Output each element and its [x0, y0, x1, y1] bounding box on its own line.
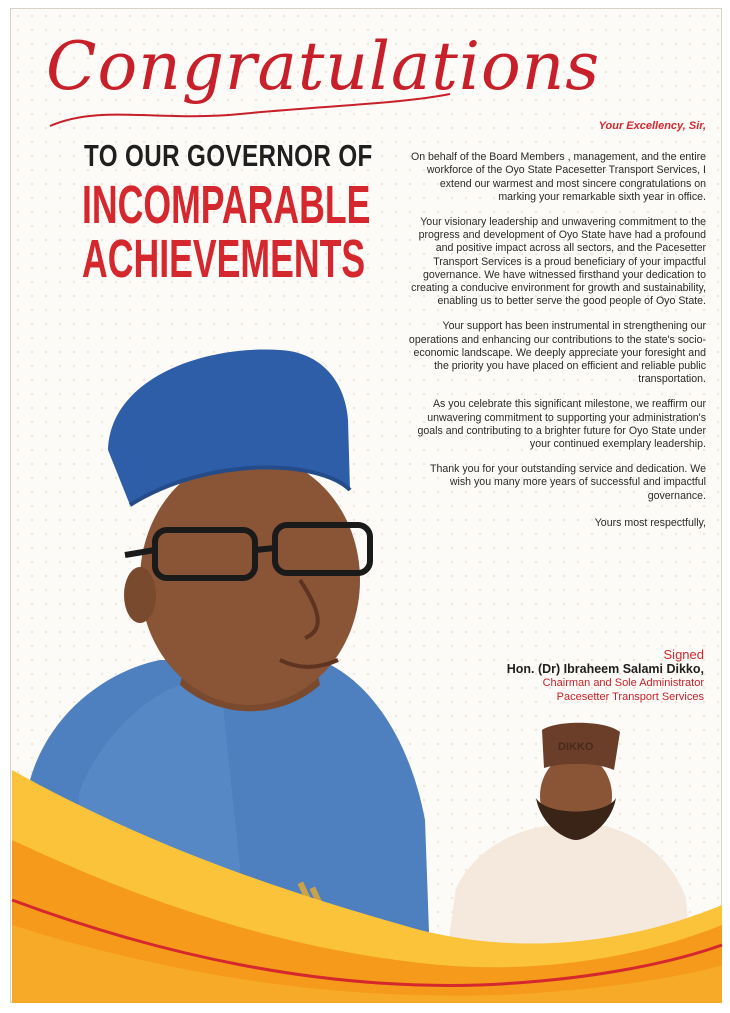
chairman-cap-text: DIKKO — [558, 741, 594, 753]
letter-paragraph: Your visionary leadership and unwavering commitment to the progress and development of Oyo State have had a profound and positive impact across all sectors, and the Pacesetter Transport Services is a proud beneficiary of your impactful governance. We have witnessed firsthand your dedication to creating a conducive environment for growth and sustainability, enabling us to better serve the good people of Oyo State. — [411, 216, 706, 308]
letter-paragraph: On behalf of the Board Members , management, and the entire workforce of the Oyo State Pacesetter Transport Services, I extend our warmest and most sincere congratulations on marking your remarkable sixth year in office. — [410, 151, 706, 203]
letter-salutation: Your Excellency, Sir, — [598, 120, 706, 132]
signatory-role-line-1: Chairman and Sole Administrator — [542, 677, 704, 689]
signatory-name: Hon. (Dr) Ibraheem Salami Dikko, — [506, 662, 704, 676]
signed-label: Signed — [663, 647, 704, 662]
signatory-role-line-2: Pacesetter Transport Services — [556, 691, 704, 703]
headline-line-3: ACHIEVEMENTS — [82, 229, 366, 289]
letter-closing: Yours most respectfully, — [594, 516, 706, 529]
letter-paragraph: Your support has been instrumental in strengthening our operations and enhancing our contributions to the state's socio-economic landscape. We deeply appreciate your foresight and the priority you have placed on efficient and reliable public transportation. — [408, 320, 706, 386]
congratulations-script-title: Congratulations — [46, 28, 601, 105]
letter-paragraph: Thank you for your outstanding service and dedication. We wish you many more years of successful and impactful governance. — [430, 463, 706, 502]
letter-paragraph: As you celebrate this significant milestone, we reaffirm our unwavering commitment to supporting your administration's goals and contributing to a brighter future for Oyo State under your continued exemplary leadership. — [417, 398, 706, 451]
headline-line-2: INCOMPARABLE — [82, 175, 371, 235]
headline-line-1: TO OUR GOVERNOR OF — [84, 138, 373, 173]
